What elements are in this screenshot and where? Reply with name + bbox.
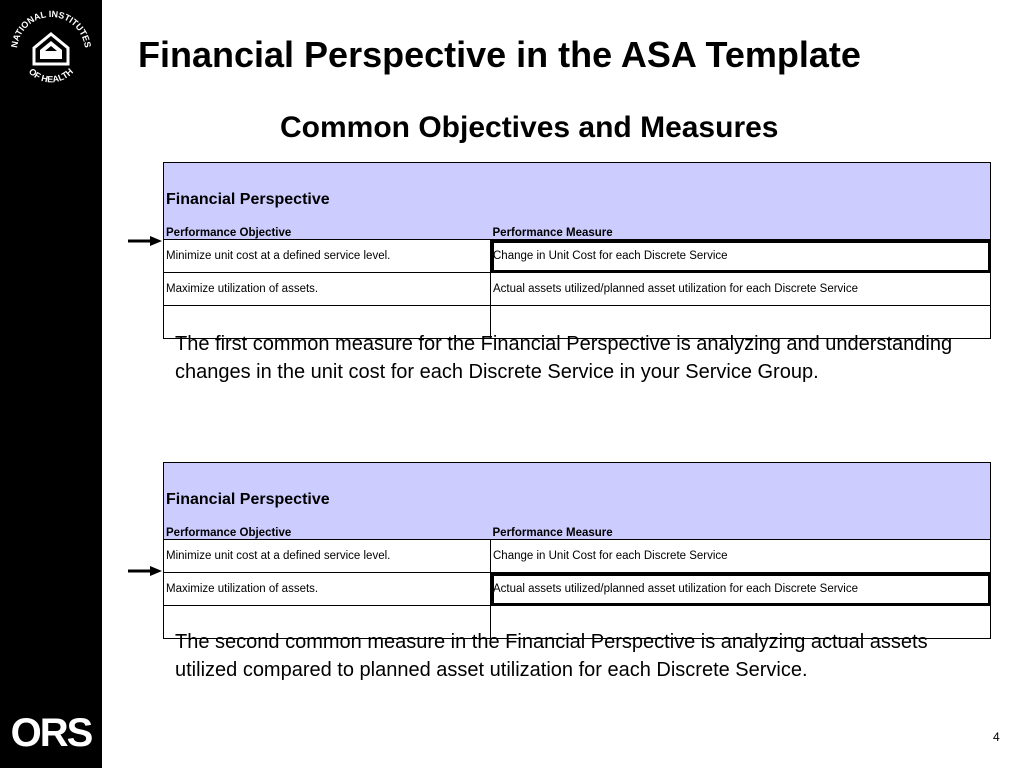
table-row [164, 273, 991, 306]
slide-subtitle: Common Objectives and Measures [280, 111, 779, 144]
objective-cell: Maximize utilization of assets. [164, 573, 491, 606]
financial-perspective-table-1 [163, 162, 991, 339]
sidebar [0, 0, 102, 768]
objective-cell: Minimize unit cost at a defined service level. [164, 240, 491, 273]
objective-cell: Maximize utilization of assets. [164, 273, 491, 306]
measure-cell: Actual assets utilized/planned asset utilization for each Discrete Service [491, 273, 991, 306]
pointer-arrow-icon [128, 566, 162, 576]
slide-title: Financial Perspective in the ASA Template [138, 34, 861, 75]
financial-perspective-table-2 [163, 462, 991, 639]
description-text: The second common measure in the Financial Perspective is analyzing actual assets utilized compared to planned asset utilization for each Discrete Service. [175, 631, 928, 681]
page-number: 4 [993, 730, 1000, 744]
svg-text:OF HEALTH: OF HEALTH [26, 66, 76, 85]
measure-cell-highlighted: Actual assets utilized/planned asset utilization for each Discrete Service [491, 573, 991, 606]
table-row [164, 573, 991, 606]
measure-cell-highlighted: Change in Unit Cost for each Discrete Service [491, 240, 991, 273]
table-title: Financial Perspective [164, 463, 991, 522]
svg-text:NATIONAL INSTITUTES: NATIONAL INSTITUTES [9, 8, 93, 49]
table-header-row [164, 163, 991, 222]
table-row [164, 540, 991, 573]
objective-cell: Minimize unit cost at a defined service level. [164, 540, 491, 573]
measure-cell: Change in Unit Cost for each Discrete Service [491, 540, 991, 573]
column-header-measure: Performance Measure [491, 221, 991, 240]
table-row [164, 240, 991, 273]
table-header-row [164, 463, 991, 522]
table-title: Financial Perspective [164, 163, 991, 222]
table-column-headers [164, 221, 991, 240]
nih-seal-logo [8, 8, 94, 94]
description-text: The first common measure for the Financial Perspective is analyzing and understanding changes in the unit cost for each Discrete Service in your Service Group. [175, 333, 953, 383]
column-header-objective: Performance Objective [164, 521, 491, 540]
column-header-measure: Performance Measure [491, 521, 991, 540]
table-column-headers [164, 521, 991, 540]
pointer-arrow-icon [128, 236, 162, 246]
column-header-objective: Performance Objective [164, 221, 491, 240]
ors-logo: ORS [10, 711, 92, 755]
